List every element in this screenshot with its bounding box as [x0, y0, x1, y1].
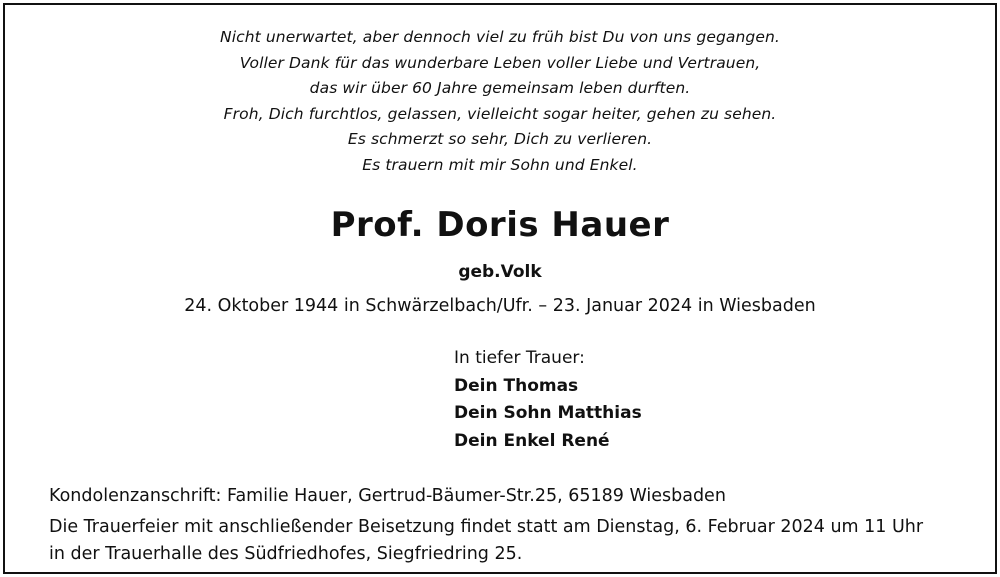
poem-line: das wir über 60 Jahre gemeinsam leben durften. — [309, 79, 691, 98]
mourner-name: Dein Enkel René — [454, 430, 610, 451]
poem-line: Froh, Dich furchtlos, gelassen, vielleicht sogar heiter, gehen zu sehen. — [223, 104, 777, 123]
obituary-notice — [3, 3, 997, 574]
poem-line: Voller Dank für das wunderbare Leben voller Liebe und Vertrauen, — [239, 53, 761, 72]
maiden-name: geb.Volk — [458, 262, 542, 282]
mourners-block — [454, 345, 642, 455]
mourners-intro: In tiefer Trauer: — [454, 348, 585, 368]
poem-line: Es trauern mit mir Sohn und Enkel. — [362, 155, 638, 174]
mourner-name: Dein Sohn Matthias — [454, 403, 642, 423]
ceremony-info-line: Die Trauerfeier mit anschließender Beisetzung findet statt am Dienstag, 6. Februar 2024 um 11 Uhr — [49, 516, 924, 537]
life-dates: 24. Oktober 1944 in Schwärzelbach/Ufr. – 23. Januar 2024 in Wiesbaden — [184, 296, 816, 316]
footer-info — [49, 483, 923, 569]
poem-line: Nicht unerwartet, aber dennoch viel zu früh bist Du von uns gegangen. — [220, 28, 780, 46]
ceremony-info-line: in der Trauerhalle des Südfriedhofes, Siegfriedring 25. — [49, 544, 523, 564]
condolence-address: Kondolenzanschrift: Familie Hauer, Gertrud-Bäumer-Str.25, 65189 Wiesbaden — [49, 486, 726, 506]
poem-text — [5, 25, 995, 179]
poem-line: Es schmerzt so sehr, Dich zu verlieren. — [347, 130, 653, 149]
mourner-name: Dein Thomas — [454, 375, 579, 396]
deceased-name: Prof. Doris Hauer — [330, 205, 670, 245]
